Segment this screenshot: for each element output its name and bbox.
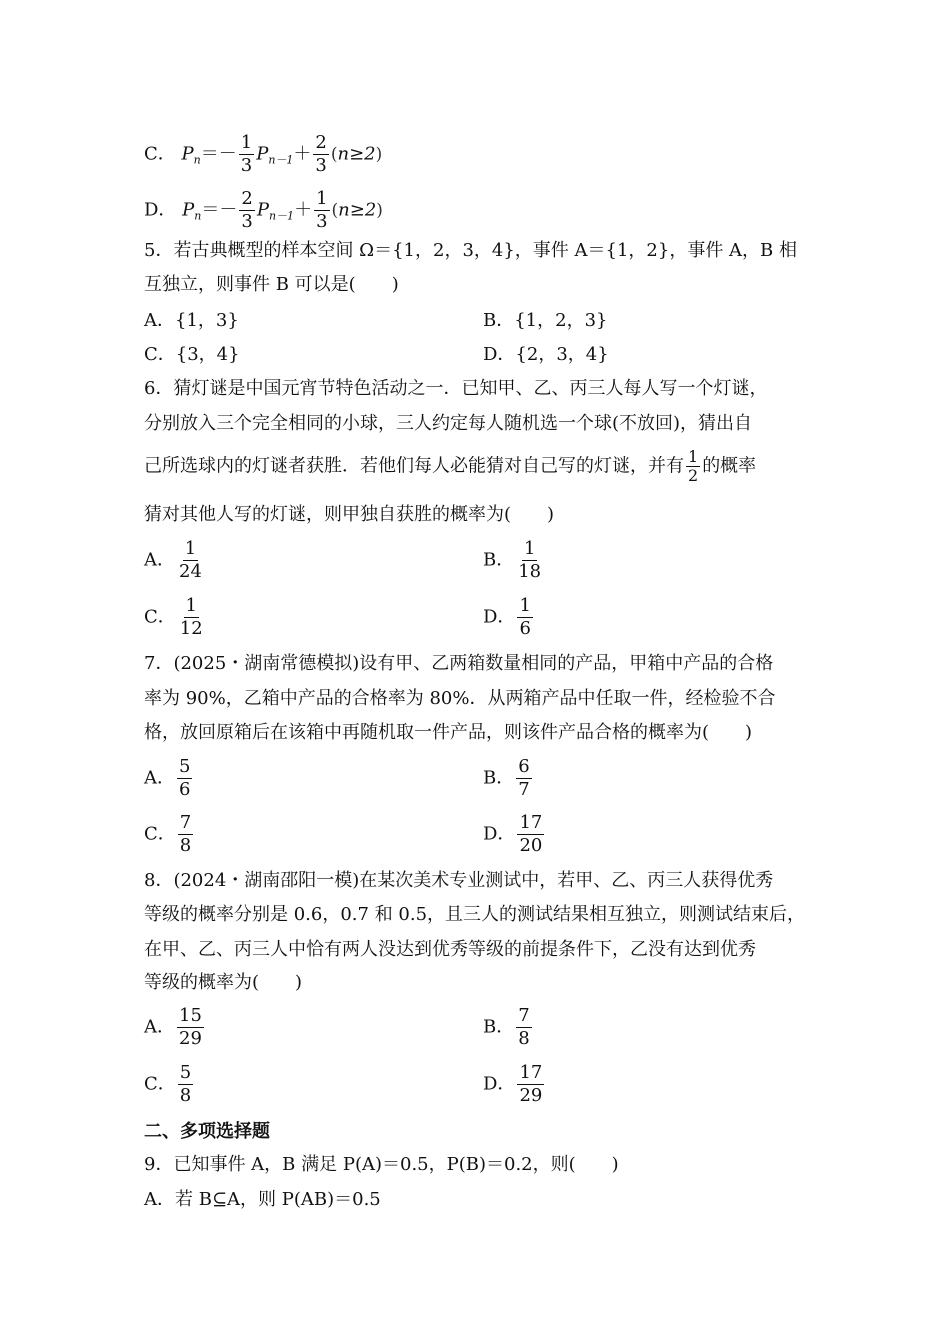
q9-line-1: 9．已知事件 A，B 满足 P(A)＝0.5，P(B)＝0.2，则( ) <box>144 1154 619 1175</box>
operator: ＝－ <box>200 143 237 165</box>
numerator: 7 <box>518 1005 530 1026</box>
denominator: 29 <box>519 1085 543 1106</box>
numerator: 1 <box>240 132 253 153</box>
q5-line-1: 5．若古典概型的样本空间 Ω＝{1，2，3，4}，事件 A＝{1，2}，事件 A，B 相 <box>144 240 798 261</box>
q8-option-c <box>144 1062 195 1107</box>
numerator: 1 <box>185 595 197 616</box>
fraction <box>517 1062 544 1107</box>
q5-line-2: 互独立，则事件 B 可以是( ) <box>144 274 399 295</box>
denominator: 18 <box>518 561 542 582</box>
numerator: 6 <box>518 756 530 777</box>
option-letter: D． <box>483 606 516 628</box>
q9-option-a: A．若 B⊆A，则 P(AB)＝0.5 <box>144 1189 381 1210</box>
denominator: 6 <box>519 618 531 639</box>
var-p: P <box>256 143 269 165</box>
numerator: 1 <box>519 595 531 616</box>
option-letter: B． <box>483 767 515 789</box>
denominator: 24 <box>179 561 202 582</box>
numerator: 5 <box>179 1062 192 1083</box>
q8-line-1: 8．(2024・湖南邵阳一模)在某次美术专业测试中，若甲、乙、丙三人获得优秀 <box>144 870 774 891</box>
fraction <box>314 188 329 233</box>
q8-option-b <box>483 1005 534 1050</box>
numerator: 1 <box>523 538 536 559</box>
operator: ＋ <box>294 199 313 221</box>
q5-option-a: A．{1，3} <box>144 310 239 331</box>
option-letter: A． <box>144 767 175 789</box>
q6-line-3 <box>144 448 756 485</box>
option-letter: D． <box>144 199 177 221</box>
q7-option-b <box>483 756 534 801</box>
q6-line-2: 分别放入三个完全相同的小球，三人约定每人随机选一个球(不放回)，猜出自 <box>144 413 753 434</box>
option-letter: C． <box>144 1073 176 1095</box>
denominator: 12 <box>179 618 203 639</box>
fraction <box>239 188 254 233</box>
q8-line-3: 在甲、乙、丙三人中恰有两人没达到优秀等级的前提条件下，乙没有达到优秀 <box>144 939 756 960</box>
q8-option-d <box>483 1062 546 1107</box>
operator: ＝－ <box>201 199 238 221</box>
denominator: 2 <box>688 466 699 485</box>
q6-option-d <box>483 595 535 640</box>
operator: ＋ <box>293 143 312 165</box>
numerator: 1 <box>184 538 197 559</box>
fraction <box>177 538 204 583</box>
var-p: P <box>181 143 194 165</box>
fraction <box>178 1062 193 1107</box>
q6-option-a <box>144 538 206 583</box>
denominator: 8 <box>179 835 192 856</box>
q6-line-4: 猜对其他人写的灯谜，则甲独自获胜的概率为( ) <box>144 504 555 525</box>
fraction <box>239 132 254 177</box>
q7-line-3: 格，放回原箱后在该箱中再随机取一件产品，则该件产品合格的概率为( ) <box>144 722 753 743</box>
condition: n≥2 <box>337 143 376 165</box>
option-letter: B． <box>483 549 515 571</box>
numerator: 1 <box>316 188 328 209</box>
option-letter: C． <box>144 606 176 628</box>
q8-line-4: 等级的概率为( ) <box>144 972 303 993</box>
numerator: 2 <box>241 188 253 209</box>
fraction <box>517 595 532 640</box>
q7-option-c <box>144 812 195 857</box>
q8-line-2: 等级的概率分别是 0.6，0.7 和 0.5，且三人的测试结果相互独立，则测试结束后， <box>144 904 806 925</box>
subscript: n <box>193 153 201 167</box>
q6-line-1: 6．猜灯谜是中国元宵节特色活动之一．已知甲、乙、丙三人每人写一个灯谜， <box>144 378 768 399</box>
fraction <box>516 1005 531 1050</box>
denominator: 3 <box>315 155 327 176</box>
option-letter: D． <box>483 1073 516 1095</box>
var-p: P <box>256 199 269 221</box>
denominator: 6 <box>179 779 191 800</box>
q8-option-a <box>144 1005 206 1050</box>
option-letter: C． <box>144 143 176 165</box>
numerator: 2 <box>315 132 327 153</box>
text: 的概率 <box>702 455 757 477</box>
q4-option-c: C． $P_n=-$ $\frac{1}{3}$ $P_{n-1}+$ $\frac{2}{3}$ (n≥2) <box>144 132 383 176</box>
option-letter: A． <box>144 549 175 571</box>
condition: n≥2 <box>338 199 377 221</box>
fraction <box>516 756 531 801</box>
fraction <box>178 595 205 640</box>
subscript: n－1 <box>268 153 294 167</box>
q7-line-1: 7．(2025・湖南常德模拟)设有甲、乙两箱数量相同的产品，甲箱中产品的合格 <box>144 653 774 674</box>
q4-option-d: D． $P_n=-$ $\frac{2}{3}$ $P_{n-1}+$ $\frac{1}{3}$ (n≥2) <box>144 188 383 232</box>
q6-option-b <box>483 538 545 583</box>
numerator: 15 <box>179 1005 202 1026</box>
subscript: n－1 <box>268 209 295 223</box>
denominator: 3 <box>316 211 328 232</box>
numerator: 1 <box>688 447 699 466</box>
denominator: 7 <box>518 779 530 800</box>
numerator: 17 <box>519 812 543 833</box>
option-letter: B． <box>483 1016 515 1038</box>
fraction <box>177 1005 204 1050</box>
fraction <box>516 538 543 583</box>
fraction <box>313 132 328 177</box>
fraction <box>517 812 544 857</box>
q5-option-b: B．{1，2，3} <box>483 310 608 331</box>
option-letter: D． <box>483 823 516 845</box>
text: 己所选球内的灯谜者获胜．若他们每人必能猜对自己写的灯谜，并有 <box>144 455 684 477</box>
numerator: 17 <box>519 1062 543 1083</box>
option-letter: C． <box>144 823 176 845</box>
subscript: n <box>194 209 202 223</box>
option-letter: A． <box>144 1016 175 1038</box>
section-heading: 二、多项选择题 <box>144 1121 270 1142</box>
denominator: 8 <box>179 1085 192 1106</box>
denominator: 29 <box>179 1028 202 1049</box>
denominator: 8 <box>518 1028 530 1049</box>
denominator: 20 <box>519 835 543 856</box>
q7-option-d <box>483 812 546 857</box>
q5-option-c: C．{3，4} <box>144 344 240 365</box>
q5-option-d: D．{2，3，4} <box>483 344 609 365</box>
fraction <box>178 812 193 857</box>
fraction <box>686 448 700 485</box>
denominator: 3 <box>240 155 253 176</box>
numerator: 5 <box>179 756 191 777</box>
var-p: P <box>182 199 195 221</box>
fraction <box>177 756 192 801</box>
numerator: 7 <box>179 812 192 833</box>
q7-line-2: 率为 90%，乙箱中产品的合格率为 80%．从两箱产品中任取一件，经检验不合 <box>144 688 776 709</box>
q6-option-c <box>144 595 207 640</box>
q7-option-a <box>144 756 194 801</box>
denominator: 3 <box>241 211 253 232</box>
